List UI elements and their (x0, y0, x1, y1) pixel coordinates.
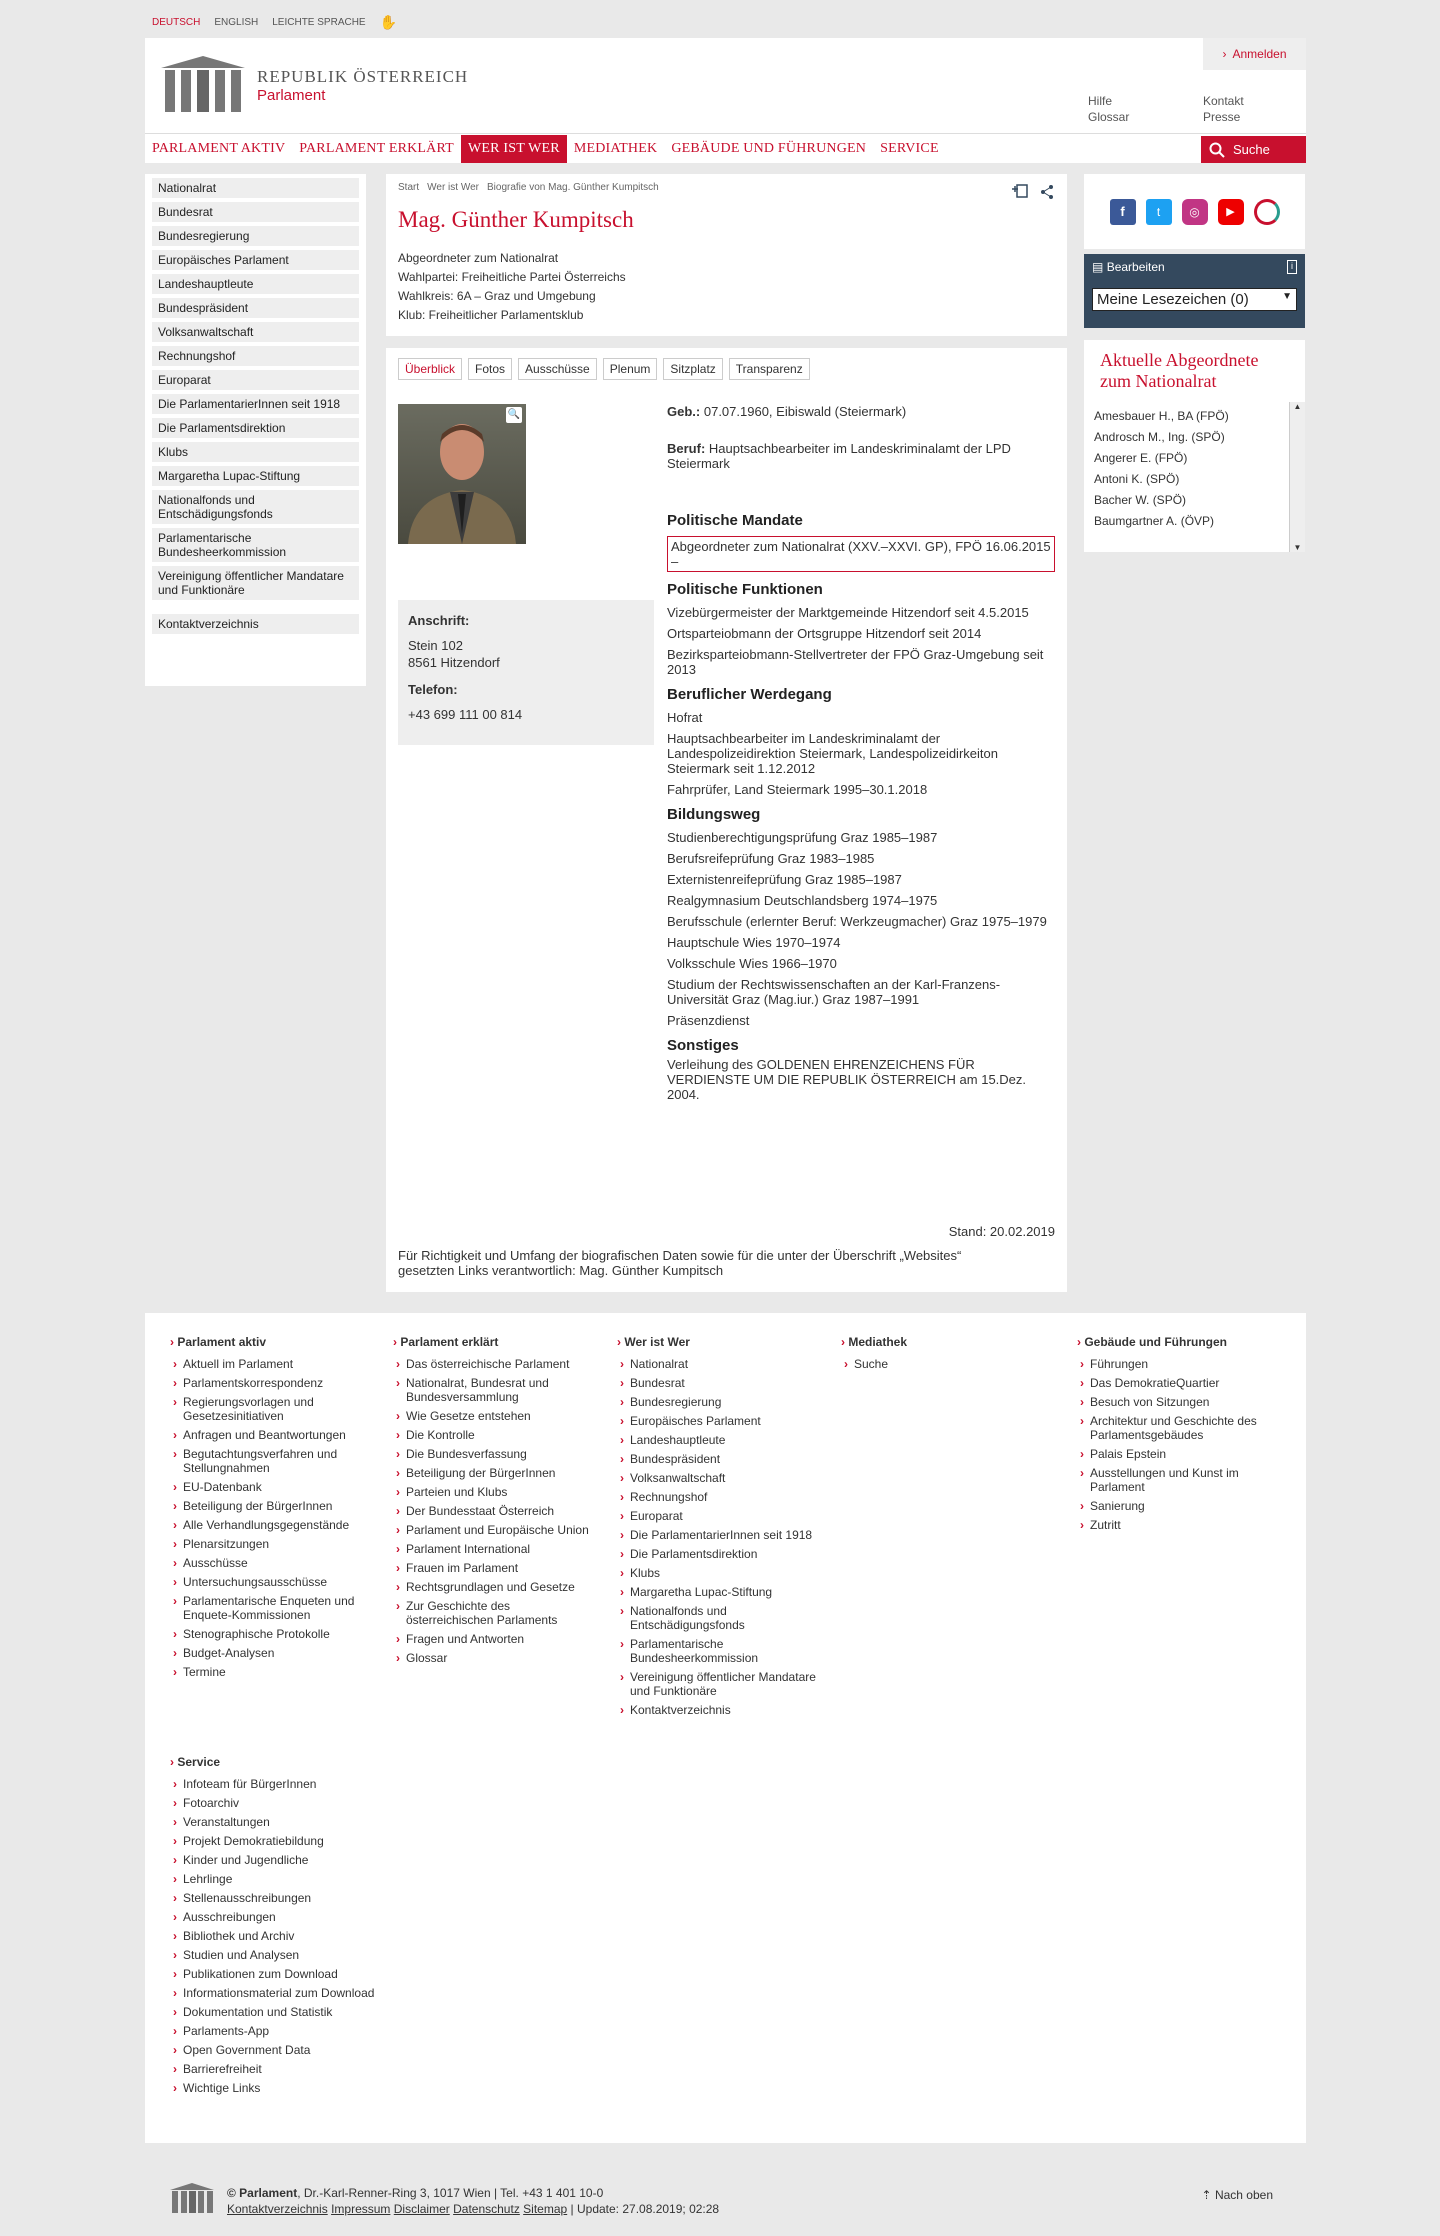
education-heading: Bildungsweg (667, 806, 761, 823)
facebook-icon[interactable]: f (1110, 199, 1136, 225)
member-link[interactable]: Amesbauer H., BA (FPÖ) (1094, 409, 1229, 423)
footer-link[interactable]: › Plenarsitzungen (170, 1537, 370, 1551)
footer-link[interactable]: › Anfragen und Beantwortungen (170, 1428, 370, 1442)
biography-panel (386, 348, 1067, 1292)
footer-contacts-link[interactable]: Kontaktverzeichnis (227, 2202, 328, 2216)
footer-link[interactable]: › Europäisches Parlament (617, 1414, 817, 1428)
twitter-icon[interactable]: t (1146, 199, 1172, 225)
career-heading: Beruflicher Werdegang (667, 686, 832, 703)
footer-link[interactable]: › Projekt Demokratiebildung (170, 1834, 400, 1848)
left-nav-item[interactable]: Landeshauptleute (152, 274, 359, 294)
career-item: Hofrat (667, 710, 703, 725)
left-nav-item[interactable]: Volksanwaltschaft (152, 322, 359, 342)
login-button[interactable]: › Anmelden (1203, 38, 1306, 70)
footer-link[interactable]: › Landeshauptleute (617, 1433, 817, 1447)
address-label: Anschrift: (408, 613, 470, 628)
search-label: Suche (1233, 142, 1270, 157)
left-nav-item[interactable]: Margaretha Lupac-Stiftung (152, 466, 359, 486)
left-nav-item[interactable]: Die Parlamentsdirektion (152, 418, 359, 438)
nav-mediathek[interactable]: MEDIATHEK (573, 140, 658, 156)
footer-link[interactable]: › Parlament International (393, 1542, 593, 1556)
footer-link[interactable]: › Termine (170, 1665, 370, 1679)
footer-link[interactable]: › Parlament und Europäische Union (393, 1523, 593, 1537)
footer-link[interactable]: › Ausschreibungen (170, 1910, 400, 1924)
help-link[interactable]: Hilfe (1088, 94, 1113, 108)
job-label: Beruf: (667, 441, 706, 456)
lang-leichte-sprache[interactable]: LEICHTE SPRACHE (272, 17, 366, 28)
tab-fotos[interactable]: Fotos (468, 358, 512, 380)
footer-link[interactable]: › Sanierung (1077, 1499, 1267, 1513)
left-nav-item[interactable]: Parlamentarische Bundesheerkommission (152, 528, 359, 562)
tab-ausschuesse[interactable]: Ausschüsse (518, 358, 597, 380)
footer-col-service (170, 1755, 400, 2100)
address-line1: Stein 102 (408, 638, 463, 653)
tab-ueberblick[interactable]: Überblick (398, 358, 462, 380)
footer-link[interactable]: › Beteiligung der BürgerInnen (170, 1499, 370, 1513)
util-links-2 (1203, 93, 1244, 125)
member-link[interactable]: Baumgartner A. (ÖVP) (1094, 514, 1215, 528)
footer-link[interactable]: › Das DemokratieQuartier (1077, 1376, 1267, 1390)
util-links-1 (1088, 93, 1129, 125)
last-update: | Update: 27.08.2019; 02:28 (570, 2202, 720, 2216)
mandate-heading: Politische Mandate (667, 512, 803, 529)
other-item: Verleihung des GOLDENEN EHRENZEICHENS FÜR VERDIENSTE UM DIE REPUBLIK ÖSTERREICH am 15.Dez. 2004. (667, 1057, 1027, 1102)
left-nav-item[interactable]: Bundesrat (152, 202, 359, 222)
footer-link[interactable]: › Ausstellungen und Kunst im Parlament (1077, 1466, 1267, 1494)
bookmark-add-icon[interactable] (1011, 182, 1029, 198)
footer-heading[interactable]: › Wer ist Wer (617, 1335, 817, 1349)
bookmark-select-value: Meine Lesezeichen (0) (1097, 291, 1249, 308)
disclaimer-text: Für Richtigkeit und Umfang der biografischen Daten sowie für die unter der Überschrift „Websites“ gesetzten Links verantwortlich: Mag. Günther Kumpitsch (398, 1248, 962, 1278)
person-role: Abgeordneter zum Nationalrat (398, 251, 559, 265)
footer-link[interactable]: › Klubs (617, 1566, 817, 1580)
left-nav-item[interactable]: Bundespräsident (152, 298, 359, 318)
footer-link[interactable]: › Kontaktverzeichnis (617, 1703, 817, 1717)
arrow-up-icon: ⇡ (1201, 2188, 1212, 2202)
career-item: Fahrprüfer, Land Steiermark 1995–30.1.2018 (667, 782, 928, 797)
logo[interactable] (159, 54, 468, 116)
person-header-card (386, 174, 1067, 336)
footer-link[interactable]: › Bibliothek und Archiv (170, 1929, 400, 1943)
parliament-small-logo-icon[interactable] (169, 2182, 215, 2214)
member-link[interactable]: Bacher W. (SPÖ) (1094, 493, 1187, 507)
job-value: Hauptsachbearbeiter im Landeskriminalamt der LPD Steiermark (667, 441, 1011, 471)
footer-link[interactable]: › Fotoarchiv (170, 1796, 400, 1810)
footer-link[interactable]: › Führungen (1077, 1357, 1267, 1371)
footer-link[interactable]: › Parlamentarische Enqueten und Enquete-Kommissionen (170, 1594, 370, 1622)
logo-title: REPUBLIK ÖSTERREICH (257, 66, 469, 86)
left-nav-item[interactable]: Bundesregierung (152, 226, 359, 246)
youtube-icon[interactable]: ▶ (1218, 199, 1244, 225)
footer-link[interactable]: › Das österreichische Parlament (393, 1357, 593, 1371)
member-link[interactable]: Androsch M., Ing. (SPÖ) (1094, 430, 1225, 444)
education-item: Studienberechtigungsprüfung Graz 1985–1987 (667, 830, 938, 845)
footer-link[interactable]: › Parlamentarische Bundesheerkommission (617, 1637, 817, 1665)
page-title: Mag. Günther Kumpitsch (398, 207, 634, 232)
education-item: Berufsschule (erlernter Beruf: Werkzeugmacher) Graz 1975–1979 (667, 914, 1047, 929)
left-nav-item[interactable]: Kontaktverzeichnis (152, 614, 359, 634)
social-links (1084, 174, 1305, 249)
breadcrumb-start[interactable]: Start (398, 182, 420, 193)
footer-link[interactable]: › Stenographische Protokolle (170, 1627, 370, 1641)
footer-link[interactable]: › Beteiligung der BürgerInnen (393, 1466, 593, 1480)
current-members-title: Aktuelle Abgeordnete zum Nationalrat (1100, 350, 1259, 391)
back-to-top-label: Nach oben (1214, 2188, 1273, 2202)
footer-disclaimer-link[interactable]: Disclaimer (393, 2202, 450, 2216)
breadcrumb-wer-ist-wer[interactable]: Wer ist Wer (427, 182, 479, 193)
left-nav-item[interactable]: Klubs (152, 442, 359, 462)
birth-value: 07.07.1960, Eibiswald (Steiermark) (703, 404, 907, 419)
phone-label: Telefon: (408, 682, 458, 697)
glossary-link[interactable]: Glossar (1088, 110, 1130, 124)
footer-link[interactable]: › Veranstaltungen (170, 1815, 400, 1829)
member-link[interactable]: Antoni K. (SPÖ) (1094, 472, 1180, 486)
footer-link[interactable]: › Ausschüsse (170, 1556, 370, 1570)
function-item: Bezirksparteiobmann-Stellvertreter der FPÖ Graz-Umgebung seit 2013 (667, 647, 1044, 677)
portrait-photo[interactable] (398, 404, 526, 544)
footer-link[interactable]: › Palais Epstein (1077, 1447, 1267, 1461)
current-members-list (1084, 406, 1305, 532)
footer-link[interactable]: › Zur Geschichte des österreichischen Parlaments (393, 1599, 593, 1627)
address-line2: 8561 Hitzendorf (408, 655, 500, 670)
footer-link[interactable]: › Die ParlamentarierInnen seit 1918 (617, 1528, 817, 1542)
footer-link[interactable]: › Wie Gesetze entstehen (393, 1409, 593, 1423)
contact-box (398, 600, 654, 745)
function-item: Vizebürgermeister der Marktgemeinde Hitzendorf seit 4.5.2015 (667, 605, 1029, 620)
left-nav-item[interactable]: Europarat (152, 370, 359, 390)
footer-heading[interactable]: › Gebäude und Führungen (1077, 1335, 1267, 1349)
info-icon[interactable]: i (1287, 260, 1297, 274)
person-info (398, 249, 1055, 325)
copyright-block (227, 2185, 719, 2217)
bookmark-select[interactable] (1092, 288, 1297, 311)
footer-link[interactable]: › Studien und Analysen (170, 1948, 400, 1962)
tab-transparenz[interactable]: Transparenz (729, 358, 810, 380)
footer-link[interactable]: › Rechtsgrundlagen und Gesetze (393, 1580, 593, 1594)
footer-col-gebaeude (1077, 1335, 1267, 1537)
footer-link[interactable]: › Parlaments-App (170, 2024, 400, 2038)
scroll-up-icon[interactable]: ▲ (1293, 402, 1302, 411)
footer-link[interactable]: › Barrierefreiheit (170, 2062, 400, 2076)
press-link[interactable]: Presse (1203, 110, 1241, 124)
search-button[interactable] (1201, 136, 1306, 163)
education-item: Berufsreifeprüfung Graz 1983–1985 (667, 851, 875, 866)
footer-heading[interactable]: › Service (170, 1755, 400, 1769)
footer-col-wer-ist-wer (617, 1335, 817, 1722)
footer-link[interactable]: › Die Parlamentsdirektion (617, 1547, 817, 1561)
footer-sitemap-link[interactable]: Sitemap (523, 2202, 568, 2216)
logo-subtitle: Parlament (257, 86, 326, 104)
nav-parlament-erklaert[interactable]: PARLAMENT ERKLÄRT (299, 140, 454, 156)
left-nav-item[interactable]: Nationalfonds und Entschädigungsfonds (152, 490, 359, 524)
footer-link[interactable]: › Die Kontrolle (393, 1428, 593, 1442)
nav-service[interactable]: SERVICE (880, 140, 939, 156)
sign-language-icon[interactable]: ✋ (379, 14, 398, 30)
footer-link[interactable]: › Bundesrat (617, 1376, 817, 1390)
person-district: Wahlkreis: 6A – Graz und Umgebung (398, 289, 596, 303)
footer-sitemap (145, 1313, 1306, 2143)
portrait-image (398, 404, 526, 544)
footer-link[interactable]: › Parteien und Klubs (393, 1485, 593, 1499)
copyright-address: , Dr.-Karl-Renner-Ring 3, 1017 Wien | Tel. +43 1 401 10-0 (297, 2186, 604, 2200)
birth-label: Geb.: (667, 404, 701, 419)
footer-link[interactable]: › Stellenausschreibungen (170, 1891, 400, 1905)
edit-label[interactable]: Bearbeiten (1106, 260, 1165, 274)
footer-link[interactable]: › Parlamentskorrespondenz (170, 1376, 370, 1390)
footer-link[interactable]: › Nationalfonds und Entschädigungsfonds (617, 1604, 817, 1632)
app-icon[interactable] (1254, 199, 1280, 225)
footer-link[interactable]: › Untersuchungsausschüsse (170, 1575, 370, 1589)
footer-link[interactable]: › Frauen im Parlament (393, 1561, 593, 1575)
person-club: Klub: Freiheitlicher Parlamentsklub (398, 308, 584, 322)
footer-heading[interactable]: › Parlament erklärt (393, 1335, 593, 1349)
page-footer (145, 2160, 1306, 2220)
lang-english[interactable]: ENGLISH (214, 17, 259, 28)
nav-gebaeude[interactable]: GEBÄUDE UND FÜHRUNGEN (671, 140, 867, 156)
scroll-down-icon[interactable]: ▼ (1293, 543, 1302, 552)
footer-link[interactable]: › Glossar (393, 1651, 593, 1665)
footer-link[interactable]: › Besuch von Sitzungen (1077, 1395, 1267, 1409)
footer-link[interactable]: › Kinder und Jugendliche (170, 1853, 400, 1867)
chevron-down-icon: ▼ (1282, 291, 1292, 302)
nav-wer-ist-wer[interactable]: WER IST WER (461, 135, 567, 163)
footer-link[interactable]: › Bundespräsident (617, 1452, 817, 1466)
footer-link[interactable]: › Europarat (617, 1509, 817, 1523)
footer-link[interactable]: › Der Bundesstaat Österreich (393, 1504, 593, 1518)
lang-deutsch[interactable]: DEUTSCH (152, 17, 201, 28)
biography (667, 404, 1055, 1108)
tab-plenum[interactable]: Plenum (603, 358, 658, 380)
breadcrumb (398, 182, 1055, 193)
main-nav (145, 133, 1306, 163)
contact-link[interactable]: Kontakt (1203, 94, 1244, 108)
education-item: Studium der Rechtswissenschaften an der Karl-Franzens-Universität Graz (Mag.iur.) Graz 1987–1991 (667, 977, 1001, 1007)
data-date: Stand: 20.02.2019 (948, 1224, 1055, 1239)
footer-link[interactable]: › Nationalrat, Bundesrat und Bundesversammlung (393, 1376, 593, 1404)
footer-link[interactable]: › Dokumentation und Statistik (170, 2005, 400, 2019)
footer-link[interactable]: › Zutritt (1077, 1518, 1267, 1532)
footer-link[interactable]: › Infoteam für BürgerInnen (170, 1777, 400, 1791)
login-label: Anmelden (1232, 47, 1287, 61)
left-nav-item[interactable]: Nationalrat (152, 178, 359, 198)
footer-link[interactable]: › Suche (841, 1357, 1041, 1371)
person-party: Wahlpartei: Freiheitliche Partei Österreichs (398, 270, 626, 284)
nav-parlament-aktiv[interactable]: PARLAMENT AKTIV (152, 140, 286, 156)
footer-link[interactable]: › Lehrlinge (170, 1872, 400, 1886)
footer-link[interactable]: › Die Bundesverfassung (393, 1447, 593, 1461)
footer-link[interactable]: › Aktuell im Parlament (170, 1357, 370, 1371)
function-item: Ortsparteiobmann der Ortsgruppe Hitzendorf seit 2014 (667, 626, 982, 641)
left-nav-item[interactable]: Rechnungshof (152, 346, 359, 366)
education-item: Volksschule Wies 1966–1970 (667, 956, 837, 971)
footer-link[interactable]: › Open Government Data (170, 2043, 400, 2057)
zoom-icon[interactable]: 🔍 (506, 407, 522, 423)
footer-link[interactable]: › Rechnungshof (617, 1490, 817, 1504)
footer-link[interactable]: › Bundesregierung (617, 1395, 817, 1409)
parliament-logo-icon (159, 54, 247, 116)
education-item: Externistenreifeprüfung Graz 1985–1987 (667, 872, 902, 887)
education-item: Präsenzdienst (667, 1013, 750, 1028)
footer-imprint-link[interactable]: Impressum (331, 2202, 391, 2216)
footer-link[interactable]: › Vereinigung öffentlicher Mandatare und Funktionäre (617, 1670, 817, 1698)
phone-number[interactable]: +43 699 111 00 814 (408, 707, 523, 722)
header (145, 38, 1306, 163)
current-members-panel (1084, 340, 1305, 552)
share-icon[interactable] (1039, 184, 1055, 200)
left-nav-item[interactable]: Europäisches Parlament (152, 250, 359, 270)
member-link[interactable]: Angerer E. (FPÖ) (1094, 451, 1188, 465)
footer-heading[interactable]: › Parlament aktiv (170, 1335, 370, 1349)
left-nav-item[interactable]: Die ParlamentarierInnen seit 1918 (152, 394, 359, 414)
footer-link[interactable]: › Publikationen zum Download (170, 1967, 400, 1981)
other-heading: Sonstiges (667, 1037, 739, 1054)
functions-heading: Politische Funktionen (667, 581, 823, 598)
tab-sitzplatz[interactable]: Sitzplatz (663, 358, 722, 380)
back-to-top-button[interactable] (1202, 2187, 1273, 2203)
footer-link[interactable]: › Begutachtungsverfahren und Stellungnahmen (170, 1447, 370, 1475)
footer-link[interactable]: › Budget-Analysen (170, 1646, 370, 1660)
education-item: Realgymnasium Deutschlandsberg 1974–1975 (667, 893, 938, 908)
search-icon (1209, 142, 1225, 158)
footer-link[interactable]: › Regierungsvorlagen und Gesetzesinitiativen (170, 1395, 370, 1423)
education-item: Hauptschule Wies 1970–1974 (667, 935, 841, 950)
career-item: Hauptsachbearbeiter im Landeskriminalamt der Landespolizeidirektion Steiermark, Landespolizeidirkeiton Steiermark seit 1.12.2012 (667, 731, 998, 776)
tab-bar (398, 358, 1055, 380)
footer-link[interactable]: › EU-Datenbank (170, 1480, 370, 1494)
edit-icon: ▤ (1092, 260, 1104, 274)
footer-link[interactable]: › Margaretha Lupac-Stiftung (617, 1585, 817, 1599)
mandate-item: Abgeordneter zum Nationalrat (XXV.–XXVI. GP), FPÖ 16.06.2015 – (667, 536, 1055, 572)
footer-heading[interactable]: › Mediathek (841, 1335, 1041, 1349)
footer-link[interactable]: › Architektur und Geschichte des Parlamentsgebäudes (1077, 1414, 1267, 1442)
copyright-owner: © Parlament (227, 2186, 298, 2200)
left-nav (145, 174, 366, 686)
footer-link[interactable]: › Alle Verhandlungsgegenstände (170, 1518, 370, 1532)
footer-link[interactable]: › Nationalrat (617, 1357, 817, 1371)
footer-link[interactable]: › Informationsmaterial zum Download (170, 1986, 400, 2000)
footer-link[interactable]: › Fragen und Antworten (393, 1632, 593, 1646)
bookmark-panel (1084, 254, 1305, 328)
footer-link[interactable]: › Volksanwaltschaft (617, 1471, 817, 1485)
instagram-icon[interactable]: ◎ (1182, 199, 1208, 225)
footer-privacy-link[interactable]: Datenschutz (453, 2202, 520, 2216)
footer-col-mediathek (841, 1335, 1041, 1376)
breadcrumb-current: Biografie von Mag. Günther Kumpitsch (486, 182, 659, 193)
footer-link[interactable]: › Wichtige Links (170, 2081, 400, 2095)
language-bar (152, 14, 397, 31)
left-nav-item[interactable]: Vereinigung öffentlicher Mandatare und Funktionäre (152, 566, 359, 600)
footer-col-aktiv (170, 1335, 370, 1684)
scrollbar[interactable] (1289, 402, 1305, 552)
footer-col-erklaert (393, 1335, 593, 1670)
